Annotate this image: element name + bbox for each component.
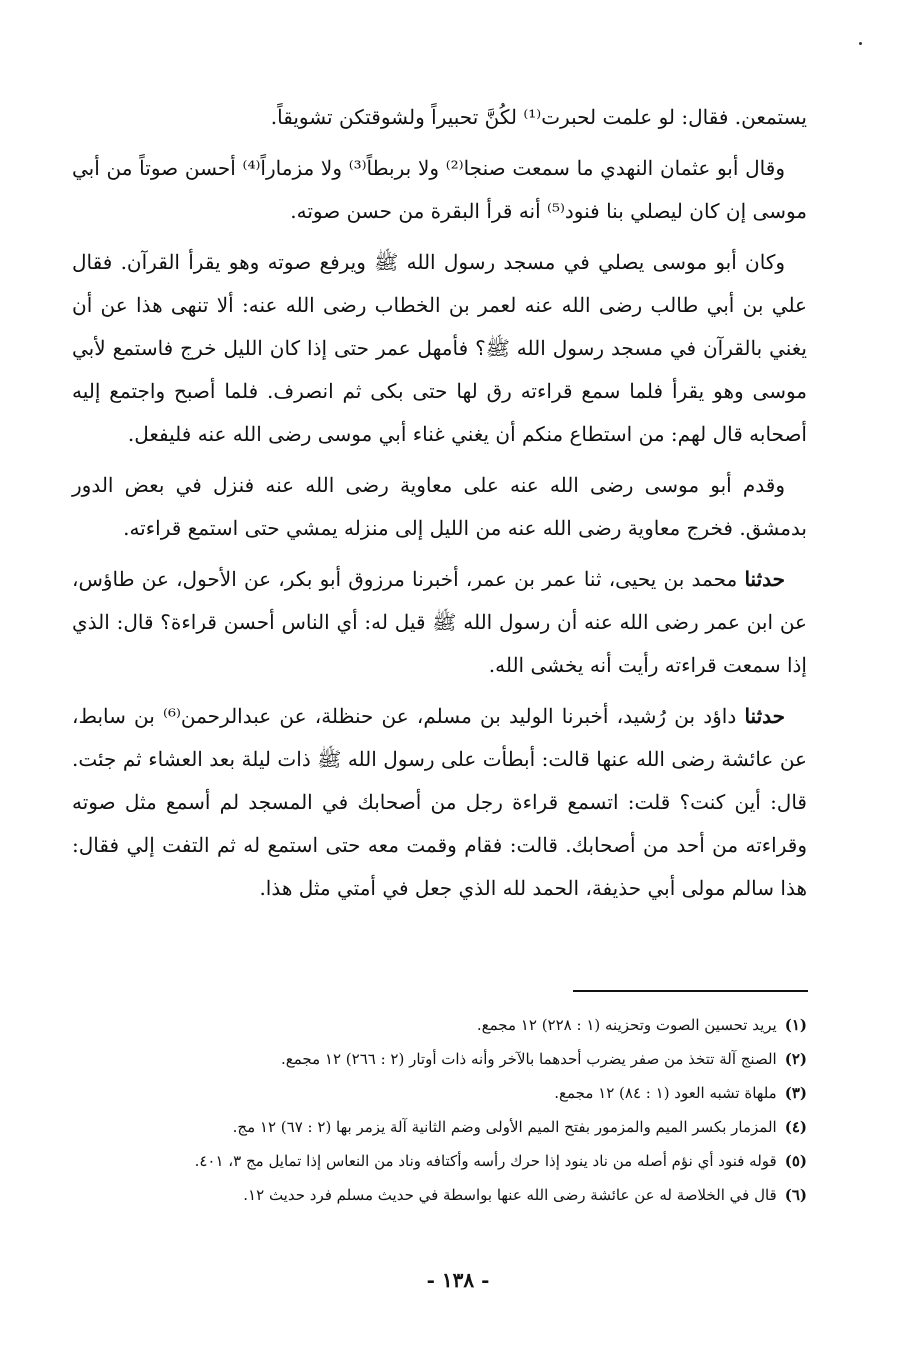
footnote-1	[110, 1008, 807, 1042]
paragraph-3	[72, 241, 807, 456]
paragraph-text: وكان أبو موسى يصلي في مسجد رسول الله ﷺ ويرفع صوته وهو يقرأ القرآن. فقال علي بن أبي طالب رضى الله عنه لعمر بن الخطاب رضى الله عنه: ألا تنهى هذا عن أن يغني بالقرآن في مسجد رسول الله ﷺ؟ فأمهل عمر حتى إذا كان الليل خرج فاستمع لأبي موسى وهو يقرأ فلما سمع قراءته رق لها حتى بكى ثم انصرف. فلما أصبح واجتمع إليه أصحابه قال لهم: من استطاع منكم أن يغني غناء أبي موسى رضى الله عنه فليفعل.	[72, 250, 807, 446]
footnote-number: (٥)	[784, 1152, 807, 1170]
paragraph-6	[72, 695, 807, 910]
paragraph-text: محمد بن يحيى، ثنا عمر بن عمر، أخبرنا مرزوق أبو بكر، عن الأحول، عن طاؤس، عن ابن عمر رضى الله عنه أن رسول الله ﷺ قيل له: أي الناس أحسن قراءة؟ قال: الذي إذا سمعت قراءته رأيت أنه يخشى الله.	[72, 567, 807, 677]
footnote-divider	[573, 990, 808, 992]
paragraph-lead: حدثنا	[744, 567, 785, 591]
footnote-text: ملهاة تشبه العود (١ : ٨٤) ١٢ مجمع.	[554, 1084, 777, 1102]
footnotes-list	[110, 1008, 807, 1212]
footnote-6	[110, 1178, 807, 1212]
footnote-number: (٢)	[784, 1050, 807, 1068]
paragraph-text: وقال أبو عثمان النهدي ما سمعت صنجا⁽²⁾ ولا بربطاً⁽³⁾ ولا مزماراً⁽⁴⁾ أحسن صوتاً من أبي موسى إن كان ليصلي بنا فنود⁽⁵⁾ أنه قرأ البقرة من حسن صوته.	[72, 156, 807, 223]
footnote-text: المزمار بكسر الميم والمزمور بفتح الميم الأولى وضم الثانية آلة يزمر بها (٢ : ٦٧) ١٢ مج.	[232, 1118, 777, 1136]
paragraph-text: داؤد بن رُشيد، أخبرنا الوليد بن مسلم، عن حنظلة، عن عبدالرحمن⁽⁶⁾ بن سابط، عن عائشة رضى الله عنها قالت: أبطأت على رسول الله ﷺ ذات ليلة بعد العشاء ثم جئت. قال: أين كنت؟ قلت: اتسمع قراءة رجل من أصحابك في المسجد لم أسمع مثل صوته وقراءته من أحد من أصحابك. قالت: فقام وقمت معه حتى استمع له ثم التفت إلي فقال: هذا سالم مولى أبي حذيفة، الحمد لله الذي جعل في أمتي مثل هذا.	[72, 704, 807, 900]
scan-speck	[859, 42, 862, 45]
footnote-5	[110, 1144, 807, 1178]
footnote-text: قوله فنود أي نؤم أصله من ناد ينود إذا حرك رأسه وأكتافه وناد من النعاس إذا تمايل مج ٣، ٤٠١.	[194, 1152, 777, 1170]
paragraph-text: وقدم أبو موسى رضى الله عنه على معاوية رضى الله عنه فنزل في بعض الدور بدمشق. فخرج معاوية رضى الله عنه من الليل إلى منزله يمشي حتى استمع قراءته.	[72, 473, 807, 540]
main-text	[72, 96, 807, 918]
paragraph-lead: حدثنا	[744, 704, 786, 728]
paragraph-2	[72, 147, 807, 233]
footnote-text: قال في الخلاصة له عن عائشة رضى الله عنها بواسطة في حديث مسلم فرد حديث ١٢.	[243, 1186, 777, 1204]
paragraph-text: يستمعن. فقال: لو علمت لحبرت⁽¹⁾ لكُنَّ تحبيراً ولشوقتكن تشويقاً.	[270, 105, 807, 129]
footnote-4	[110, 1110, 807, 1144]
paragraph-4	[72, 464, 807, 550]
footnote-2	[110, 1042, 807, 1076]
footnote-number: (٤)	[784, 1118, 807, 1136]
footnote-3	[110, 1076, 807, 1110]
paragraph-5	[72, 558, 807, 687]
footnote-number: (١)	[784, 1016, 807, 1034]
paragraph-1	[72, 96, 807, 139]
footnote-number: (٦)	[784, 1186, 807, 1204]
footnote-number: (٣)	[784, 1084, 807, 1102]
footnote-text: الصنج آلة تتخذ من صفر يضرب أحدهما بالآخر وأنه ذات أوتار (٢ : ٢٦٦) ١٢ مجمع.	[280, 1050, 777, 1068]
page-number: - ١٣٨ -	[426, 1268, 490, 1292]
footnote-text: يريد تحسين الصوت وتحزينه (١ : ٢٢٨) ١٢ مجمع.	[476, 1016, 777, 1034]
